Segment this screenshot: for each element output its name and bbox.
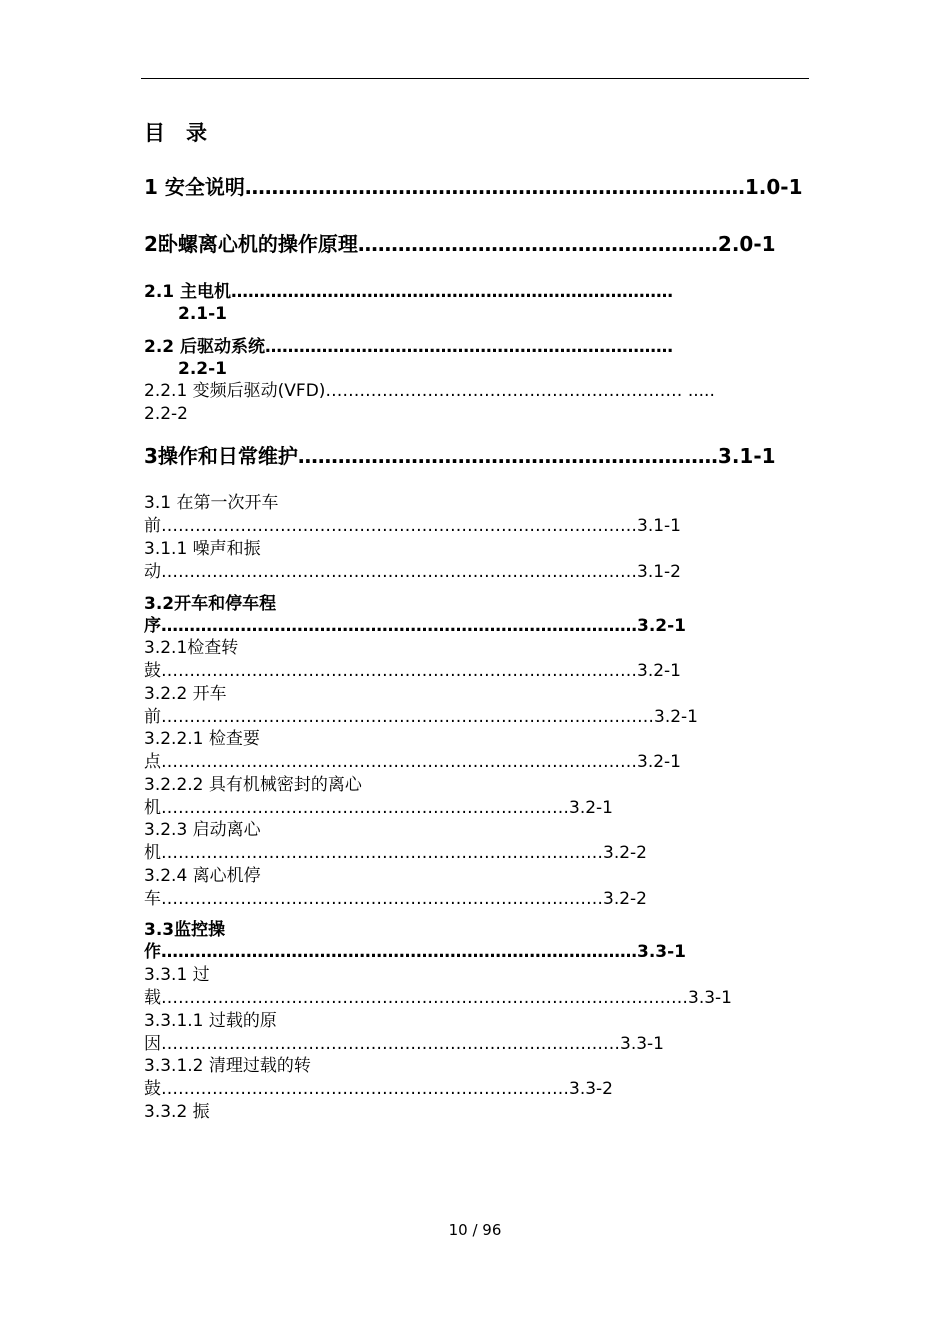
toc-entry-2-2-1[interactable]: 2.2.1 变频后驱动(VFD)……………………………………………………… ..... (144, 381, 715, 401)
toc-entry-3-2-4[interactable]: 3.2.4 离心机停 (144, 866, 261, 886)
toc-entry-3-1-1-page[interactable]: 动…………………………………………………………………………3.1-2 (144, 562, 681, 582)
toc-entry-3-2-2-2[interactable]: 3.2.2.2 具有机械密封的离心 (144, 775, 362, 795)
toc-entry-3-2-1-page[interactable]: 鼓…………………………………………………………………………3.2-1 (144, 661, 681, 681)
toc-entry-3-2-2-page[interactable]: 前……………………………………………………………………………3.2-1 (144, 707, 698, 727)
toc-entry-3-3-page[interactable]: 作…………………………………………………………………………3.3-1 (144, 942, 686, 962)
toc-entry-3-1-page[interactable]: 前…………………………………………………………………………3.1-1 (144, 516, 681, 536)
toc-entry-3-2-3[interactable]: 3.2.3 启动离心 (144, 820, 261, 840)
toc-entry-3-3[interactable]: 3.3监控操 (144, 920, 226, 940)
page-number: 10 / 96 (448, 1221, 502, 1239)
toc-entry-3-2-2[interactable]: 3.2.2 开车 (144, 684, 227, 704)
toc-entry-3-3-1-2[interactable]: 3.3.1.2 清理过载的转 (144, 1056, 311, 1076)
toc-entry-3-3-1-1[interactable]: 3.3.1.1 过载的原 (144, 1011, 277, 1031)
toc-entry-1[interactable]: 1 安全说明…………………………………………………………………1.0-1 (144, 175, 803, 199)
toc-entry-3-1[interactable]: 3.1 在第一次开车 (144, 493, 279, 513)
toc-entry-3-1-1[interactable]: 3.1.1 噪声和振 (144, 539, 261, 559)
toc-entry-3-2-1[interactable]: 3.2.1检查转 (144, 638, 239, 658)
header-rule (141, 78, 809, 79)
toc-entry-3-2-2-1-page[interactable]: 点…………………………………………………………………………3.2-1 (144, 752, 681, 772)
toc-entry-3-2-2-2-page[interactable]: 机………………………………………………………………3.2-1 (144, 798, 613, 818)
toc-entry-2-2-1-page[interactable]: 2.2-2 (144, 404, 188, 424)
toc-entry-2-1-page[interactable]: 2.1-1 (178, 304, 227, 324)
toc-entry-2-2-page[interactable]: 2.2-1 (178, 359, 227, 379)
toc-entry-3-2-2-1[interactable]: 3.2.2.1 检查要 (144, 729, 260, 749)
toc-entry-3-3-1-2-page[interactable]: 鼓………………………………………………………………3.3-2 (144, 1079, 613, 1099)
toc-entry-3-2-page[interactable]: 序…………………………………………………………………………3.2-1 (144, 616, 686, 636)
toc-entry-2-2[interactable]: 2.2 后驱动系统……………………………………………………………… (144, 337, 674, 357)
toc-entry-3-2-3-page[interactable]: 机……………………………………………………………………3.2-2 (144, 843, 647, 863)
toc-entry-3-2[interactable]: 3.2开车和停车程 (144, 594, 277, 614)
toc-entry-3-3-2[interactable]: 3.3.2 振 (144, 1102, 210, 1122)
toc-title: 目 录 (144, 121, 207, 145)
toc-entry-3-3-1[interactable]: 3.3.1 过 (144, 965, 210, 985)
toc-entry-2[interactable]: 2卧螺离心机的操作原理………………………………………………2.0-1 (144, 232, 776, 256)
toc-entry-3-3-1-page[interactable]: 载…………………………………………………………………………………3.3-1 (144, 988, 732, 1008)
toc-entry-3-2-4-page[interactable]: 车……………………………………………………………………3.2-2 (144, 889, 647, 909)
toc-entry-2-1[interactable]: 2.1 主电机…………………………………………………………………… (144, 282, 674, 302)
toc-entry-3-3-1-1-page[interactable]: 因………………………………………………………………………3.3-1 (144, 1034, 664, 1054)
toc-entry-3[interactable]: 3操作和日常维护………………………………………………………3.1-1 (144, 444, 776, 468)
